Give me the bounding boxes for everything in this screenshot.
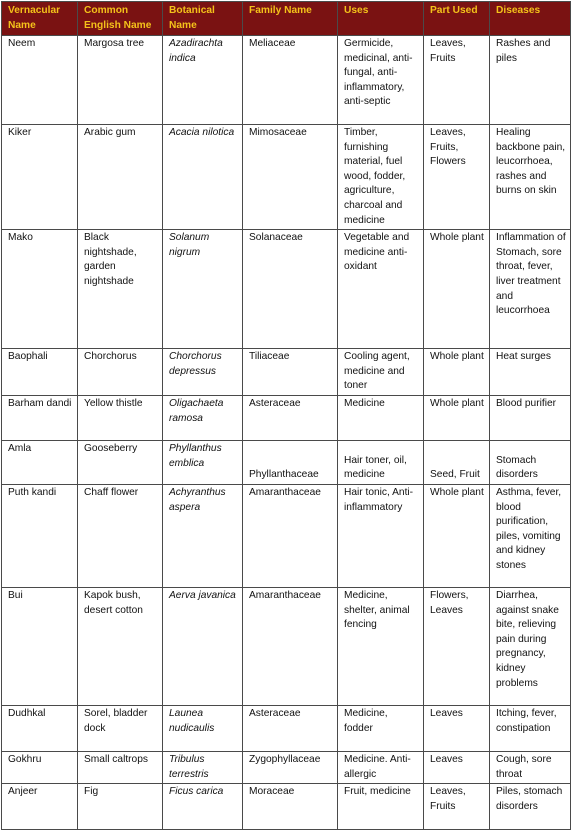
cell-vernacular: Dudhkal (2, 705, 78, 751)
cell-uses: Hair tonic, Anti-inflammatory (338, 484, 424, 587)
cell-vernacular: Barham dandi (2, 395, 78, 440)
header-row (2, 2, 571, 36)
table-row (2, 440, 571, 484)
header-common-english-name: Common English Name (78, 2, 163, 36)
cell-botanical: Aerva javanica (163, 587, 243, 705)
cell-uses: Hair toner, oil, medicine (338, 440, 424, 484)
cell-part: Whole plant (424, 395, 490, 440)
cell-uses: Timber, furnishing material, fuel wood, fodder, agriculture, charcoal and medicine (338, 125, 424, 230)
cell-common: Sorel, bladder dock (78, 705, 163, 751)
cell-family: Meliaceae (243, 36, 338, 125)
cell-family: Phyllanthaceae (243, 440, 338, 484)
cell-diseases: Blood purifier (490, 395, 571, 440)
cell-family: Amaranthaceae (243, 587, 338, 705)
cell-diseases: Healing backbone pain, leucorrhoea, rashes and burns on skin (490, 125, 571, 230)
table-header (2, 2, 571, 36)
cell-part: Leaves (424, 751, 490, 783)
cell-part: Leaves, Fruits (424, 784, 490, 830)
cell-family: Moraceae (243, 784, 338, 830)
cell-common: Kapok bush, desert cotton (78, 587, 163, 705)
cell-vernacular: Amla (2, 440, 78, 484)
table-row (2, 751, 571, 783)
cell-uses: Medicine. Anti-allergic (338, 751, 424, 783)
cell-uses: Medicine, shelter, animal fencing (338, 587, 424, 705)
header-part-used: Part Used (424, 2, 490, 36)
cell-botanical: Chorchorus depressus (163, 349, 243, 396)
cell-common: Chaff flower (78, 484, 163, 587)
cell-part: Leaves, Fruits (424, 36, 490, 125)
table-row (2, 484, 571, 587)
table-row (2, 784, 571, 830)
cell-uses: Fruit, medicine (338, 784, 424, 830)
header-uses: Uses (338, 2, 424, 36)
cell-diseases: Cough, sore throat (490, 751, 571, 783)
table-row (2, 349, 571, 396)
cell-diseases: Stomach disorders (490, 440, 571, 484)
cell-vernacular: Puth kandi (2, 484, 78, 587)
cell-uses: Medicine (338, 395, 424, 440)
table-row (2, 395, 571, 440)
cell-part: Whole plant (424, 349, 490, 396)
cell-common: Yellow thistle (78, 395, 163, 440)
plants-table (1, 1, 571, 830)
cell-vernacular: Baophali (2, 349, 78, 396)
cell-common: Fig (78, 784, 163, 830)
cell-vernacular: Mako (2, 230, 78, 349)
cell-diseases: Heat surges (490, 349, 571, 396)
cell-botanical: Solanum nigrum (163, 230, 243, 349)
cell-family: Amaranthaceae (243, 484, 338, 587)
cell-diseases: Diarrhea, against snake bite, relieving pain during pregnancy, kidney problems (490, 587, 571, 705)
cell-family: Asteraceae (243, 395, 338, 440)
cell-uses: Medicine, fodder (338, 705, 424, 751)
cell-botanical: Tribulus terrestris (163, 751, 243, 783)
cell-uses: Cooling agent, medicine and toner (338, 349, 424, 396)
table-row (2, 587, 571, 705)
cell-botanical: Phyllanthus emblica (163, 440, 243, 484)
cell-botanical: Launea nudicaulis (163, 705, 243, 751)
cell-botanical: Oligachaeta ramosa (163, 395, 243, 440)
cell-part: Whole plant (424, 230, 490, 349)
cell-common: Chorchorus (78, 349, 163, 396)
cell-vernacular: Bui (2, 587, 78, 705)
table-row (2, 125, 571, 230)
cell-common: Arabic gum (78, 125, 163, 230)
cell-family: Zygophyllaceae (243, 751, 338, 783)
header-diseases: Diseases (490, 2, 571, 36)
cell-common: Black nightshade, garden nightshade (78, 230, 163, 349)
cell-family: Solanaceae (243, 230, 338, 349)
cell-part: Leaves, Fruits, Flowers (424, 125, 490, 230)
table-row (2, 36, 571, 125)
cell-diseases: Itching, fever, constipation (490, 705, 571, 751)
cell-common: Gooseberry (78, 440, 163, 484)
cell-botanical: Azadirachta indica (163, 36, 243, 125)
cell-part: Leaves (424, 705, 490, 751)
cell-part: Whole plant (424, 484, 490, 587)
cell-uses: Vegetable and medicine anti-oxidant (338, 230, 424, 349)
cell-common: Margosa tree (78, 36, 163, 125)
cell-vernacular: Kiker (2, 125, 78, 230)
cell-family: Tiliaceae (243, 349, 338, 396)
cell-botanical: Achyranthus aspera (163, 484, 243, 587)
cell-common: Small caltrops (78, 751, 163, 783)
cell-diseases: Piles, stomach disorders (490, 784, 571, 830)
cell-part: Flowers, Leaves (424, 587, 490, 705)
header-family-name: Family Name (243, 2, 338, 36)
cell-family: Asteraceae (243, 705, 338, 751)
table-row (2, 230, 571, 349)
table-row (2, 705, 571, 751)
header-vernacular-name: Vernacular Name (2, 2, 78, 36)
cell-part: Seed, Fruit (424, 440, 490, 484)
cell-vernacular: Neem (2, 36, 78, 125)
table-body (2, 36, 571, 830)
cell-vernacular: Gokhru (2, 751, 78, 783)
cell-diseases: Inflammation of Stomach, sore throat, fever, liver treatment and leucorrhoea (490, 230, 571, 349)
cell-family: Mimosaceae (243, 125, 338, 230)
cell-vernacular: Anjeer (2, 784, 78, 830)
cell-uses: Germicide, medicinal, anti-fungal, anti-inflammatory, anti-septic (338, 36, 424, 125)
cell-diseases: Asthma, fever, blood purification, piles, vomiting and kidney stones (490, 484, 571, 587)
header-botanical-name: Botanical Name (163, 2, 243, 36)
cell-botanical: Ficus carica (163, 784, 243, 830)
cell-botanical: Acacia nilotica (163, 125, 243, 230)
cell-diseases: Rashes and piles (490, 36, 571, 125)
